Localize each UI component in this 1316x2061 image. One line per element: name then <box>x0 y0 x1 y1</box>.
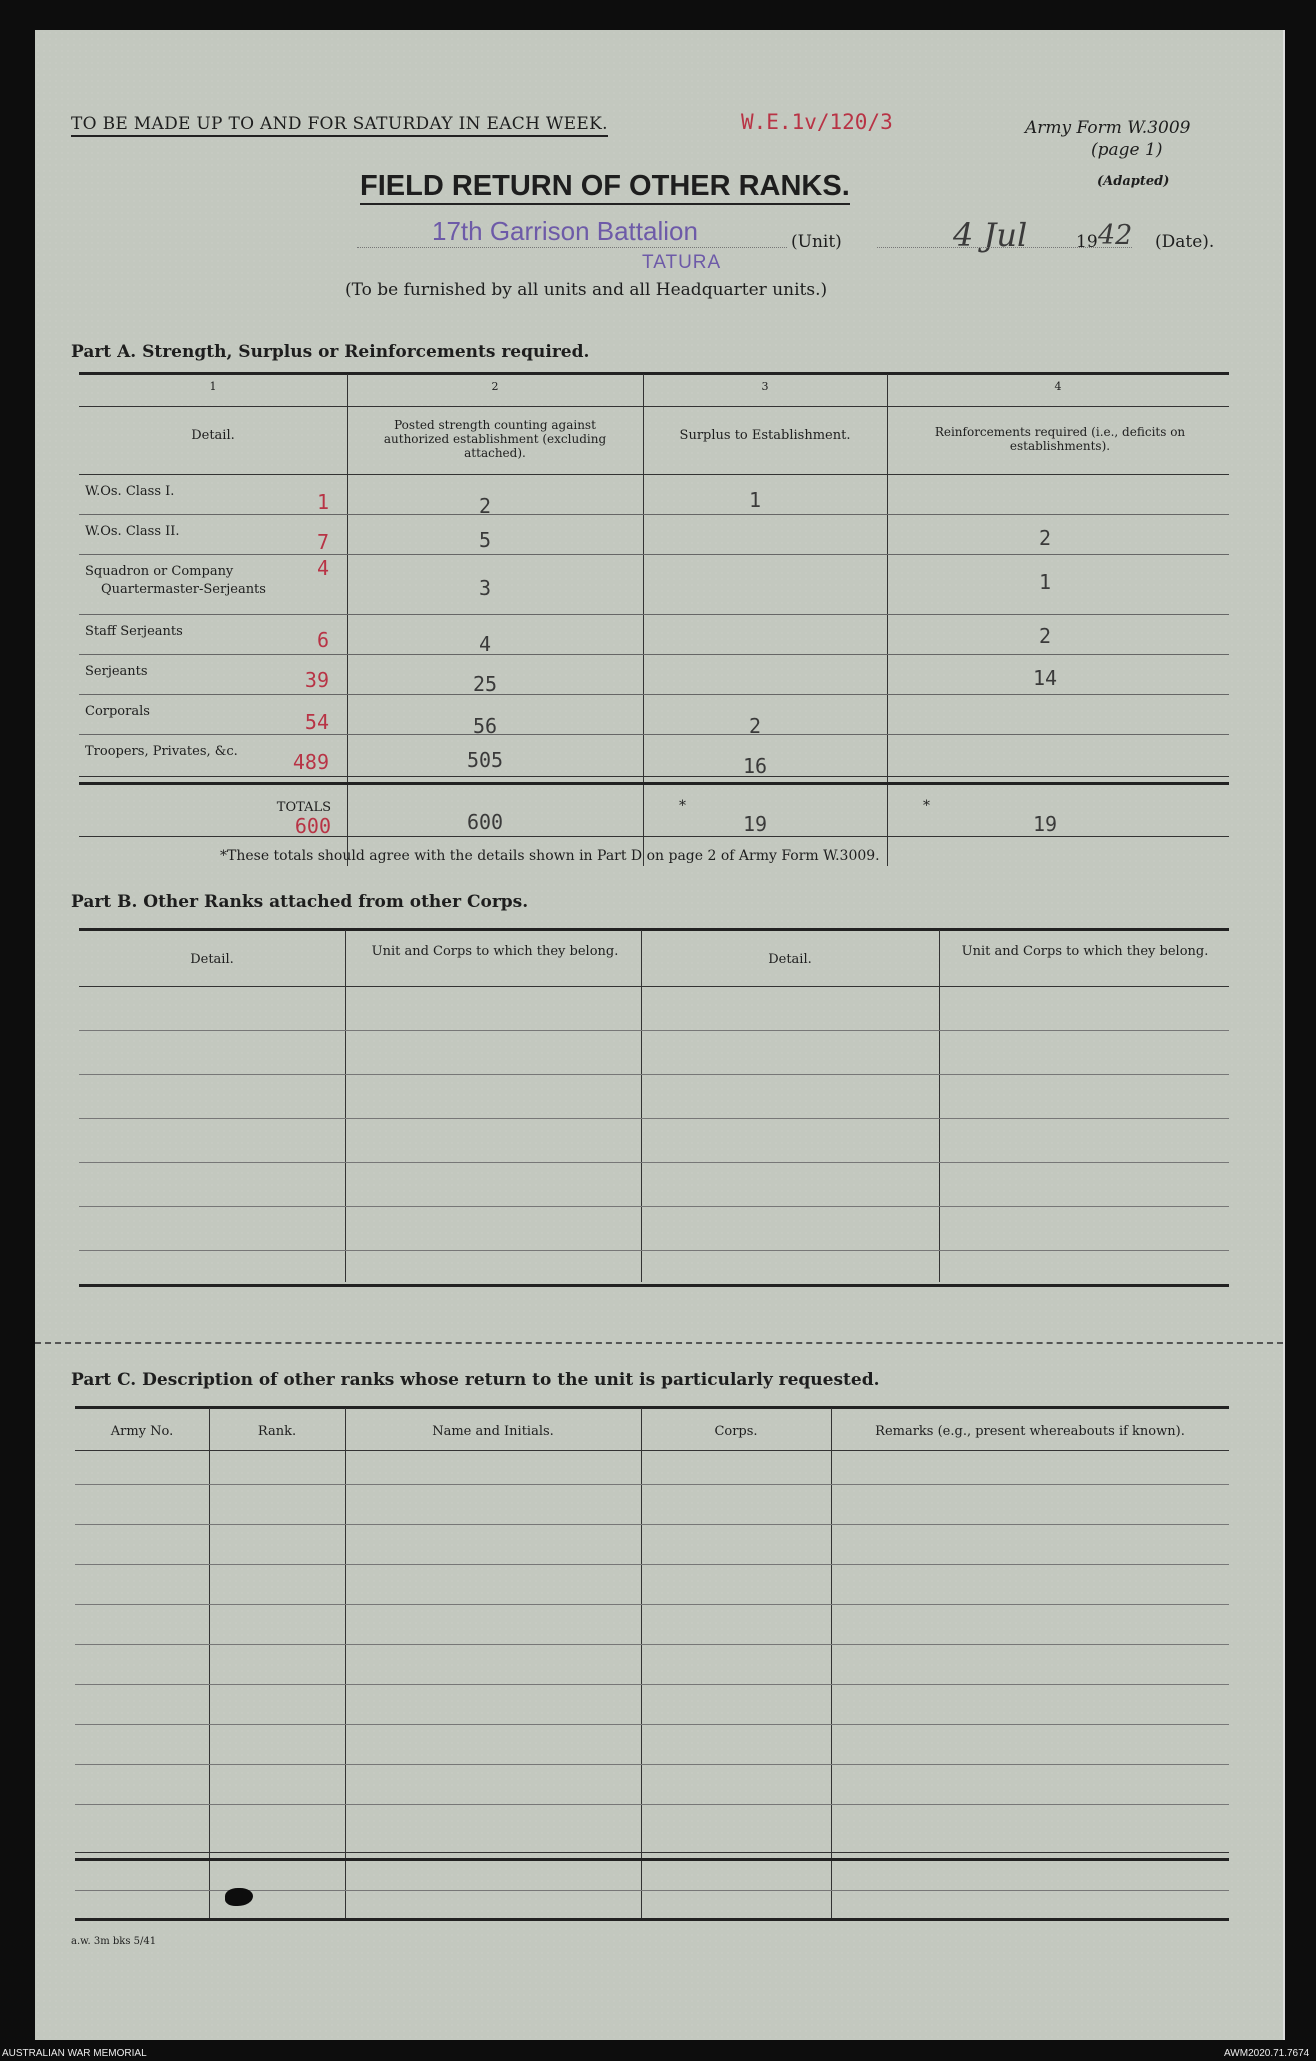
part-c-ruled-line <box>75 1564 1229 1565</box>
part-c-ruled-line <box>75 1644 1229 1645</box>
row-posted: 505 <box>466 748 504 772</box>
instruction-line: TO BE MADE UP TO AND FOR SATURDAY IN EACH WEEK. <box>71 114 608 137</box>
form-name: Army Form W.3009 <box>1025 118 1191 138</box>
form-sheet <box>35 30 1285 2040</box>
perforation-line <box>35 1342 1283 1344</box>
part-c-ruled-line <box>75 1524 1229 1525</box>
part-b-header-detail-2: Detail. <box>768 952 812 967</box>
part-a-top-rule <box>79 372 1229 375</box>
totals-reinf-asterisk: * <box>923 798 930 814</box>
part-b-ruled-line <box>79 1162 1229 1163</box>
date-dotted-line <box>877 247 1132 248</box>
row-establishment: 489 <box>292 750 329 774</box>
row-detail: Serjeants <box>85 664 148 679</box>
part-c-ruled-line <box>75 1764 1229 1765</box>
totals-reinforcements: 19 <box>1032 812 1058 836</box>
part-a-col-divider-3 <box>887 374 888 866</box>
date-handwritten: 4 Jul <box>953 216 1028 254</box>
part-a-row-rule <box>79 694 1229 695</box>
unit-stamp: 17th Garrison Battalion <box>432 216 698 246</box>
row-establishment: 54 <box>304 710 329 734</box>
row-detail: W.Os. Class I. <box>85 484 175 499</box>
part-b-top-rule <box>79 928 1229 931</box>
part-b-col-divider-1 <box>345 930 346 1282</box>
row-establishment: 7 <box>316 530 329 554</box>
part-c-title: Part C. Description of other ranks whose return to the unit is particularly requested. <box>71 1370 880 1390</box>
subtitle: (To be furnished by all units and all Headquarter units.) <box>345 280 828 300</box>
part-a-row-rule <box>79 514 1229 515</box>
totals-surplus-asterisk: * <box>679 798 686 814</box>
part-b-bottom-rule <box>79 1284 1229 1287</box>
adapted-label: (Adapted) <box>1097 174 1170 189</box>
row-establishment: 1 <box>316 490 329 514</box>
row-posted: 5 <box>478 528 492 552</box>
part-a-header-detail: Detail. <box>191 428 235 443</box>
row-reinforcements: 2 <box>1038 526 1052 550</box>
part-a-row-rule <box>79 554 1229 555</box>
archive-accession: AWM2020.71.7674 <box>1224 2048 1310 2059</box>
row-posted: 2 <box>478 494 492 518</box>
part-c-header-army-no: Army No. <box>110 1424 174 1439</box>
row-detail: Staff Serjeants <box>85 624 183 639</box>
row-detail: Squadron or Company <box>85 564 234 579</box>
row-detail: Troopers, Privates, &c. <box>85 744 238 759</box>
date-year-prefix: 19 <box>1076 232 1098 252</box>
part-b-ruled-line <box>79 1206 1229 1207</box>
part-c-ruled-line <box>75 1604 1229 1605</box>
part-c-ruled-line <box>75 1804 1229 1805</box>
unit-stamp-location: TATURA <box>642 252 722 273</box>
part-a-title: Part A. Strength, Surplus or Reinforcements required. <box>71 342 590 362</box>
row-posted: 25 <box>472 672 498 696</box>
totals-surplus: 19 <box>742 812 768 836</box>
part-c-ruled-line <box>75 1484 1229 1485</box>
part-c-bottom-rule <box>75 1918 1229 1921</box>
part-b-ruled-line <box>79 1118 1229 1119</box>
part-a-header-reinforcements: Reinforcements required (i.e., deficits on establishments). <box>934 425 1186 453</box>
date-label: (Date). <box>1155 232 1215 252</box>
part-b-header-detail-1: Detail. <box>190 952 234 967</box>
part-b-header-rule <box>79 986 1229 987</box>
part-a-footnote: *These totals should agree with the details shown in Part D on page 2 of Army Form W.3009. <box>220 848 880 864</box>
part-c-header-name: Name and Initials. <box>432 1424 554 1439</box>
part-a-number-rule <box>79 406 1229 407</box>
part-b-ruled-line <box>79 1250 1229 1251</box>
part-a-col-divider-2 <box>643 374 644 866</box>
unit-dotted-line <box>357 247 787 248</box>
row-surplus: 2 <box>748 714 762 738</box>
row-establishment: 4 <box>316 556 329 580</box>
part-a-header-surplus: Surplus to Establishment. <box>679 428 851 443</box>
part-c-ruled-line <box>75 1684 1229 1685</box>
part-c-header-remarks: Remarks (e.g., present whereabouts if known). <box>875 1424 1185 1439</box>
row-establishment: 6 <box>316 628 329 652</box>
part-a-col-number-3: 3 <box>761 380 769 393</box>
part-a-row-rule <box>79 654 1229 655</box>
row-posted: 56 <box>472 714 498 738</box>
row-detail-line2: Quartermaster-Serjeants <box>101 582 266 597</box>
archive-credit: AUSTRALIAN WAR MEMORIAL <box>2 2048 147 2059</box>
part-c-header-rank: Rank. <box>257 1424 297 1439</box>
part-c-top-rule <box>75 1406 1229 1409</box>
unit-label: (Unit) <box>791 232 842 252</box>
page-label: (page 1) <box>1091 140 1163 160</box>
reference-code: W.E.1v/120/3 <box>741 110 893 134</box>
row-reinforcements: 2 <box>1038 624 1052 648</box>
part-b-col-divider-3 <box>939 930 940 1282</box>
part-c-ruled-line <box>75 1724 1229 1725</box>
row-surplus: 16 <box>742 754 768 778</box>
part-b-ruled-line <box>79 1030 1229 1031</box>
row-surplus: 1 <box>748 488 762 512</box>
part-c-double-rule-bottom <box>75 1858 1229 1861</box>
part-a-header-rule <box>79 474 1229 475</box>
part-a-before-totals-rule <box>79 776 1229 777</box>
row-establishment: 39 <box>304 668 329 692</box>
part-b-ruled-line <box>79 1074 1229 1075</box>
page-title: FIELD RETURN OF OTHER RANKS. <box>360 170 850 205</box>
part-c-header-rule <box>75 1450 1229 1451</box>
part-c-double-rule-top <box>75 1852 1229 1853</box>
row-reinforcements: 14 <box>1032 666 1058 690</box>
part-b-header-unit-1: Unit and Corps to which they belong. <box>371 944 619 959</box>
part-c-header-corps: Corps. <box>714 1424 758 1439</box>
date-year-handwritten: 42 <box>1098 220 1133 251</box>
part-a-col-divider-1 <box>347 374 348 866</box>
print-code: a.w. 3m bks 5/41 <box>71 1936 157 1947</box>
row-reinforcements: 1 <box>1038 570 1052 594</box>
punch-hole <box>225 1888 253 1906</box>
totals-posted: 600 <box>466 810 504 834</box>
part-a-col-number-1: 1 <box>209 380 217 393</box>
part-a-totals-rule <box>79 782 1229 785</box>
part-b-title: Part B. Other Ranks attached from other Corps. <box>71 892 529 912</box>
row-detail: Corporals <box>85 704 150 719</box>
totals-label: TOTALS <box>276 800 331 815</box>
part-b-col-divider-2 <box>641 930 642 1282</box>
part-a-col-number-2: 2 <box>491 380 499 393</box>
row-posted: 4 <box>478 632 492 656</box>
part-b-header-unit-2: Unit and Corps to which they belong. <box>961 944 1209 959</box>
row-detail: W.Os. Class II. <box>85 524 180 539</box>
totals-establishment: 600 <box>294 814 331 838</box>
part-a-col-number-4: 4 <box>1054 380 1062 393</box>
row-posted: 3 <box>478 576 492 600</box>
part-a-header-posted: Posted strength counting against authorized establishment (excluding attached). <box>383 418 607 460</box>
part-a-row-rule <box>79 614 1229 615</box>
part-a-row-rule <box>79 734 1229 735</box>
